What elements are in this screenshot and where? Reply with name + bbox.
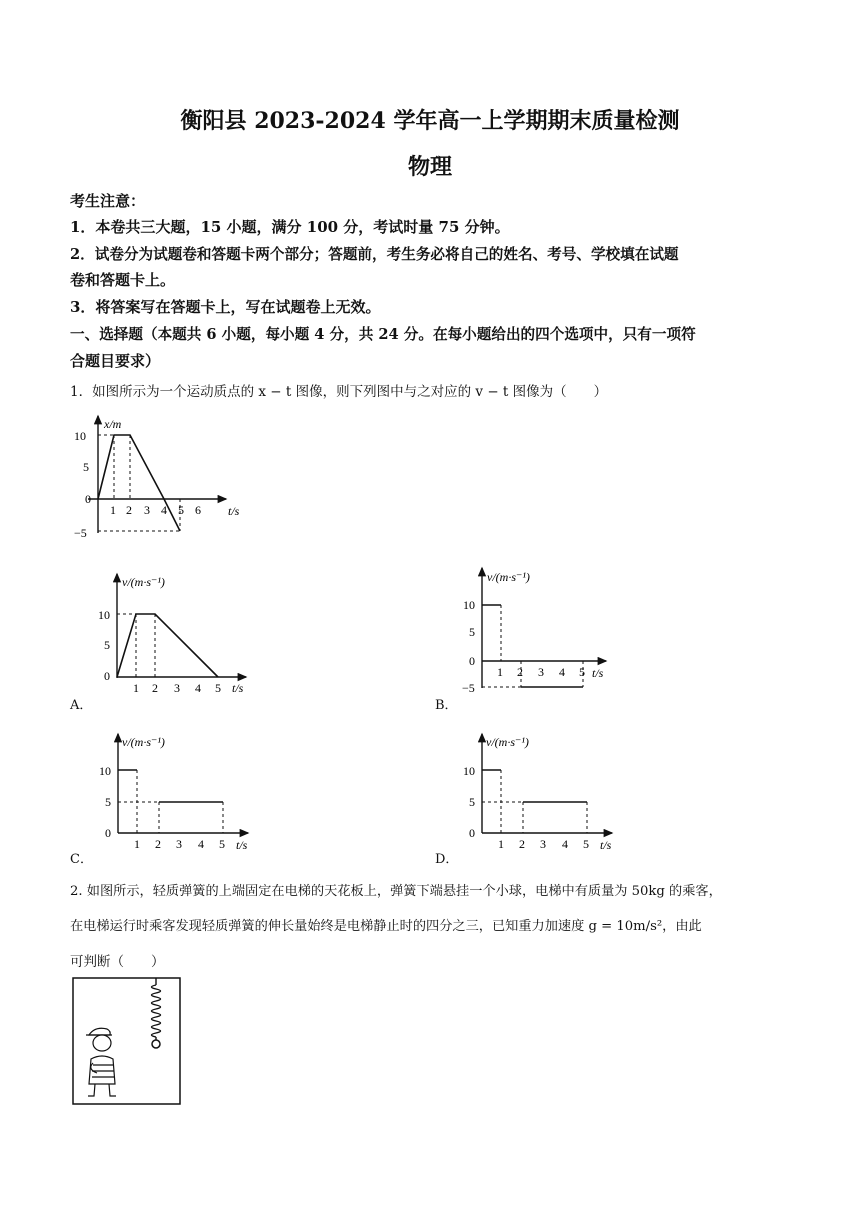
subject-title: 物理 xyxy=(407,154,452,180)
option-c-graph xyxy=(96,730,266,855)
section-1-heading-line-1: 一、选择题（本题共 6 小题，每小题 4 分，共 24 分。在每小题给出的四个选项中，只有一项符 xyxy=(70,326,696,343)
option-d-ylabel: v/(m·s⁻¹) xyxy=(486,735,529,749)
option-b-graph xyxy=(460,562,625,695)
option-a-xtick: 2 xyxy=(152,681,158,695)
passenger-icon xyxy=(86,1028,116,1096)
option-a-xtick: 4 xyxy=(195,681,201,695)
option-c-xtick: 5 xyxy=(219,837,225,851)
option-a-ylabel: v/(m·s⁻¹) xyxy=(122,575,165,589)
option-d-label: D． xyxy=(435,852,459,867)
xt-xtick: 2 xyxy=(126,503,132,517)
option-c-ytick: 0 xyxy=(105,826,111,840)
notice-heading: 考生注意： xyxy=(70,192,146,210)
option-d-ytick: 0 xyxy=(469,826,475,840)
option-c-ytick: 10 xyxy=(99,764,111,778)
question-2-line-2: 在电梯运行时乘客发现轻质弹簧的伸长量始终是电梯静止时的四分之三，已知重力加速度 g = 10m/s²，由此 xyxy=(70,919,702,934)
option-d-xtick: 5 xyxy=(583,837,589,851)
option-a-xtick: 1 xyxy=(133,681,139,695)
option-d-ytick: 5 xyxy=(469,795,475,809)
xt-graph xyxy=(66,408,240,548)
option-b-ylabel: v/(m·s⁻¹) xyxy=(487,570,530,584)
xt-xlabel: t/s xyxy=(228,504,240,518)
option-a-ytick: 5 xyxy=(104,638,110,652)
xt-xtick: 6 xyxy=(195,503,201,517)
xt-ylabel: x/m xyxy=(104,417,122,431)
option-b-xtick: 1 xyxy=(497,665,503,679)
spring-icon xyxy=(152,978,161,1048)
option-d-xtick: 1 xyxy=(498,837,504,851)
option-b-xtick: 4 xyxy=(559,665,565,679)
option-d-ytick: 10 xyxy=(463,764,475,778)
option-b-xtick: 2 xyxy=(517,665,523,679)
option-b-ytick: −5 xyxy=(462,681,475,695)
option-b-xtick: 3 xyxy=(538,665,544,679)
xt-xtick: 4 xyxy=(161,503,167,517)
option-c-ylabel: v/(m·s⁻¹) xyxy=(122,735,165,749)
xt-ytick: 10 xyxy=(74,429,86,443)
option-a-curve xyxy=(117,614,218,677)
option-b-ytick: 5 xyxy=(469,625,475,639)
option-a-ytick: 0 xyxy=(104,669,110,683)
xt-ytick: −5 xyxy=(74,526,87,540)
option-b-xlabel: t/s xyxy=(592,666,604,680)
option-b-xtick: 5 xyxy=(579,665,585,679)
option-a-graph xyxy=(92,568,262,696)
notice-item-3: 3．将答案写在答题卡上，写在试题卷上无效。 xyxy=(70,298,381,316)
option-a-xtick: 5 xyxy=(215,681,221,695)
option-c-xtick: 4 xyxy=(198,837,204,851)
option-d-xtick: 4 xyxy=(562,837,568,851)
xt-xtick: 3 xyxy=(144,503,150,517)
option-c-xtick: 1 xyxy=(134,837,140,851)
notice-item-2-line-1: 2．试卷分为试题卷和答题卡两个部分；答题前，考生务必将自己的姓名、考号、学校填在试题 xyxy=(70,246,679,263)
option-b-ytick: 0 xyxy=(469,654,475,668)
option-c-xtick: 3 xyxy=(176,837,182,851)
elevator-illustration xyxy=(72,977,182,1107)
xt-ytick: 0 xyxy=(85,492,91,506)
question-2-line-3: 可判断（ ） xyxy=(70,954,165,970)
option-a-xlabel: t/s xyxy=(232,681,244,695)
question-2-line-1: 2. 如图所示，轻质弹簧的上端固定在电梯的天花板上，弹簧下端悬挂一个小球，电梯中有质量为 50kg 的乘客， xyxy=(70,884,722,899)
notice-item-1: 1．本卷共三大题，15 小题，满分 100 分，考试时量 75 分钟。 xyxy=(70,218,510,236)
option-d-graph xyxy=(460,730,630,855)
xt-xtick: 1 xyxy=(110,503,116,517)
xt-xtick: 5 xyxy=(178,503,184,517)
question-1-text: 1．如图所示为一个运动质点的 x − t 图像，则下列图中与之对应的 v − t 图像为（ ） xyxy=(70,384,608,400)
option-a-xtick: 3 xyxy=(174,681,180,695)
notice-item-2-line-2: 卷和答题卡上。 xyxy=(70,271,176,289)
option-c-ytick: 5 xyxy=(105,795,111,809)
option-a-ytick: 10 xyxy=(98,608,110,622)
option-c-xlabel: t/s xyxy=(236,838,248,852)
option-c-label: C． xyxy=(70,852,93,867)
exam-title: 衡阳县 2023-2024 学年高一上学期期末质量检测 xyxy=(180,108,680,134)
option-d-xlabel: t/s xyxy=(600,838,612,852)
elevator-frame xyxy=(73,978,180,1104)
option-c-xtick: 2 xyxy=(155,837,161,851)
xt-ytick: 5 xyxy=(83,460,89,474)
option-d-xtick: 3 xyxy=(540,837,546,851)
section-1-heading-line-2: 合题目要求） xyxy=(70,352,161,370)
option-a-label: A． xyxy=(70,698,93,713)
option-d-xtick: 2 xyxy=(519,837,525,851)
option-b-ytick: 10 xyxy=(463,598,475,612)
option-b-label: B． xyxy=(435,698,458,713)
